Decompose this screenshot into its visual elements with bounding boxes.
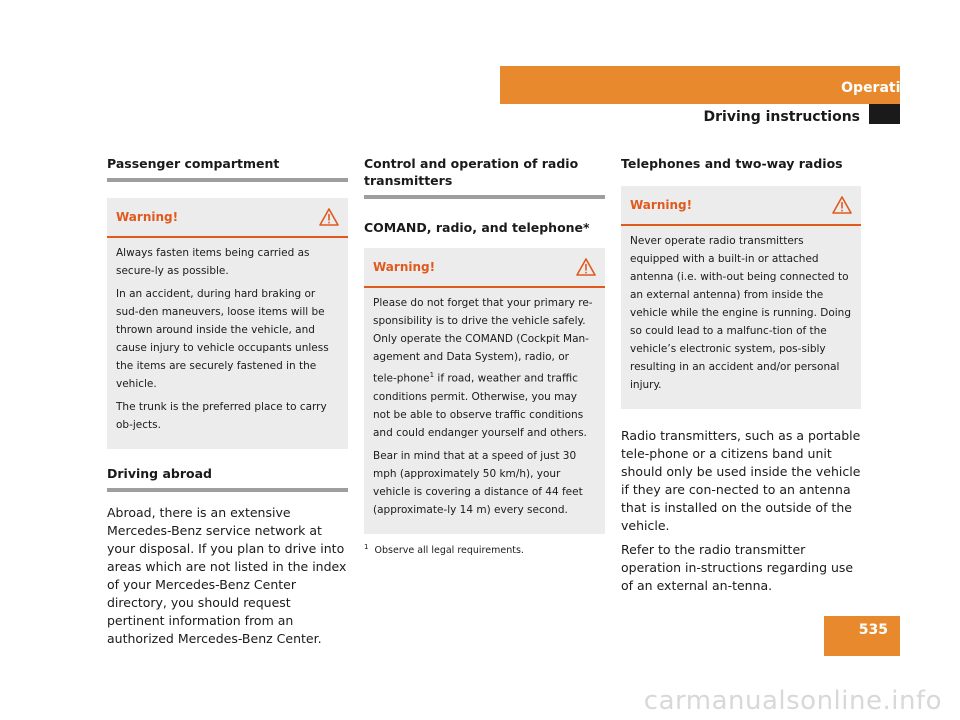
page-number: 535 (858, 622, 888, 638)
warning-paragraph: Never operate radio transmitters equipped with a built-in or attached antenna (i.e. with-out being connected to an external antenna) from inside the vehicle while the engine is running. Doing so could lead to a malfunc-tion of the vehicle’s electronic system, pos-sibly resulting in an accident and/or personal injury. (630, 235, 851, 391)
radio-transmitters-text: Radio transmitters, such as a portable tele-phone or a citizens band unit should only be used inside the vehicle if they are con-nected to an antenna that is installed on the outside of the vehicle. (621, 428, 861, 533)
heading-passenger-compartment: Passenger compartment (107, 155, 348, 182)
warning-triangle-icon (576, 258, 596, 276)
warning-title: Warning! (630, 198, 693, 212)
heading-telephones-radios: Telephones and two-way radios (621, 156, 843, 171)
column-1 (107, 155, 348, 648)
warning-header (364, 248, 605, 288)
page-number-box (824, 616, 900, 656)
warning-paragraph: Always fasten items being carried as secure-ly as possible. (116, 247, 310, 277)
warning-text: Please do not forget that your primary re-sponsibility is to drive the vehicle safely. Only operate the COMAND (Cockpit Man-agement and Data System), radio, or tele-phone (373, 297, 593, 385)
warning-triangle-icon (319, 208, 339, 226)
warning-box (364, 248, 605, 534)
radio-instructions-text: Refer to the radio transmitter operation in-structions regarding use of an external an-tenna. (621, 542, 854, 593)
heading-radio-transmitters: Control and operation of radio transmitters (364, 155, 605, 199)
header-subsection-title: Driving instructions (703, 109, 860, 125)
warning-title: Warning! (373, 260, 436, 274)
warning-header (107, 198, 348, 238)
warning-paragraph: In an accident, during hard braking or sud-den maneuvers, loose items will be thrown around inside the vehicle, and cause injury to vehicle occupants unless the items are securely fastened in the vehicle. (116, 288, 329, 390)
warning-text: if road, weather and traffic conditions permit. Otherwise, you may not be able to observe traffic conditions and could endanger yourself and others. (373, 372, 587, 439)
header-marker (869, 104, 900, 124)
footnote-reference: 1 (429, 371, 435, 379)
warning-header (621, 186, 861, 226)
warning-box (107, 198, 348, 449)
header-section-title: Operation (841, 80, 920, 96)
warning-box (621, 186, 861, 409)
subheading-comand: COMAND, radio, and telephone* (364, 220, 590, 235)
column-3 (621, 155, 861, 595)
watermark: carmanualsonline.info (643, 686, 942, 716)
warning-paragraph: Bear in mind that at a speed of just 30 mph (approximately 50 km/h), your vehicle is covering a distance of 44 feet (approximate-ly 14 m) every second. (373, 449, 583, 516)
footnote (364, 540, 605, 558)
heading-driving-abroad: Driving abroad (107, 465, 348, 492)
warning-triangle-icon (832, 196, 852, 214)
warning-paragraph (373, 294, 596, 442)
header-bar (500, 66, 900, 104)
warning-paragraph: The trunk is the preferred place to carry ob-jects. (116, 401, 327, 431)
warning-title: Warning! (116, 210, 179, 224)
driving-abroad-text: Abroad, there is an extensive Mercedes-Benz service network at your disposal. If you plan to drive into areas which are not listed in the index of your Mercedes-Benz Center directory, you should request pertinent information from an authorized Mercedes-Benz Center. (107, 505, 347, 646)
footnote-mark: 1 (364, 542, 369, 551)
footnote-text: Observe all legal requirements. (374, 544, 524, 556)
column-2 (364, 155, 605, 558)
